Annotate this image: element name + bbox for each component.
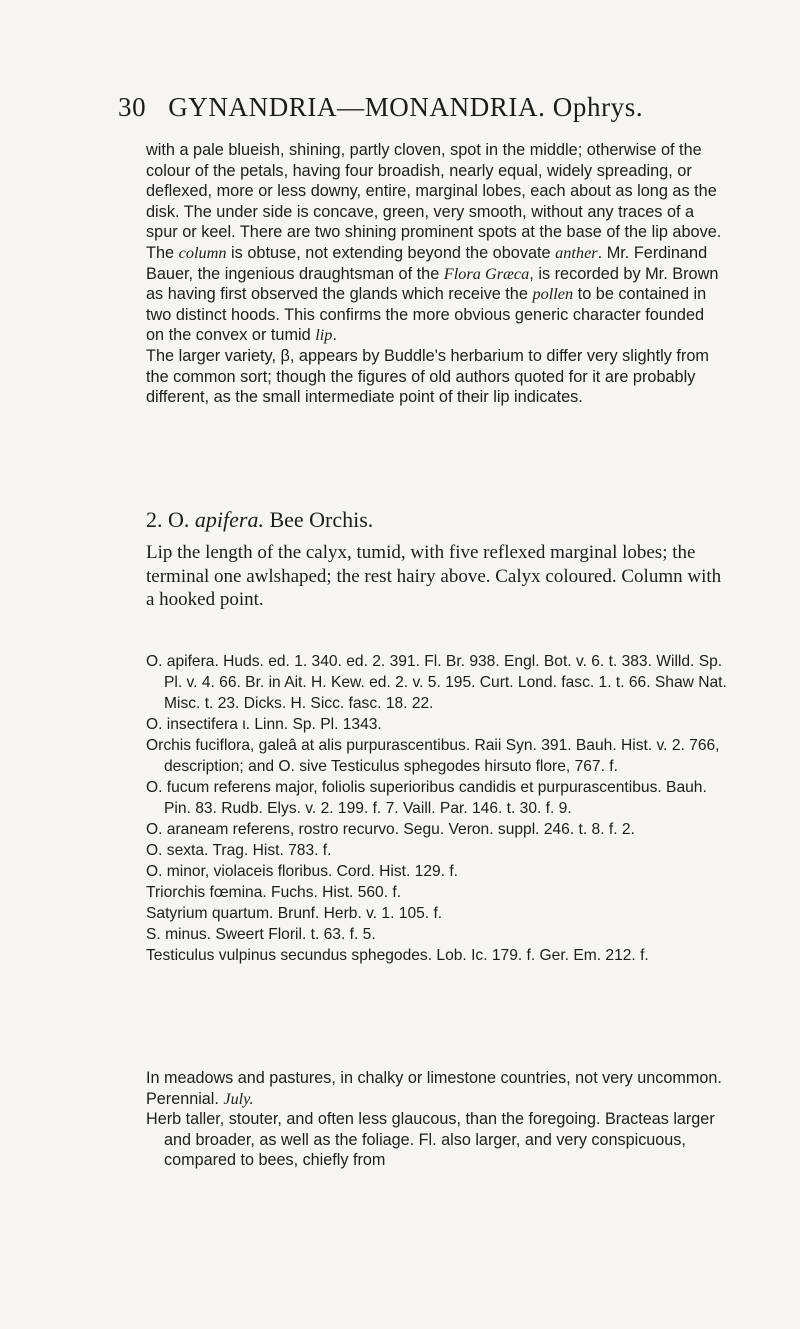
variety-paragraph: The larger variety, β, appears by Buddle's herbarium to differ very slightly from the common sort; though the figures of old authors quoted for it are probably different, as the small intermediate point of their lip indicates. — [146, 346, 709, 407]
diagnosis: Lip the length of the calyx, tumid, with five reflexed marginal lobes; the terminal one awlshaped; the rest hairy above. Calyx coloured. Column with a hooked point. — [146, 542, 722, 610]
duration — [146, 1089, 731, 1110]
intro-paragraph — [146, 140, 726, 408]
synonym-entry: O. araneam referens, rostro recurvo. Segu. Veron. suppl. 246. t. 8. f. 2. — [146, 821, 635, 838]
synonym-entry: Satyrium quartum. Brunf. Herb. v. 1. 105. f. — [146, 905, 443, 922]
term-flora-graeca: Flora Græca — [443, 263, 530, 283]
synonym-list — [146, 651, 731, 966]
species-heading — [146, 507, 373, 533]
term-pollen: pollen — [532, 284, 574, 304]
synonym-entry: O. minor, violaceis floribus. Cord. Hist. 129. f. — [146, 863, 458, 880]
synonym-entry: S. minus. Sweert Floril. t. 63. f. 5. — [146, 926, 376, 943]
intro-text-6: . — [332, 326, 337, 345]
species-name: apifera. — [194, 507, 264, 532]
duration-text: Perennial. — [146, 1089, 219, 1108]
synonym-entry: O. apifera. Huds. ed. 1. 340. ed. 2. 391. Fl. Br. 938. Engl. Bot. v. 6. t. 383. Willd. Sp. Pl. v. 4. 66. Br. in Ait. H. Kew. ed. 2. v. 5. 195. Curt. Lond. fasc. 1. t. 66. Shaw Nat. Misc. t. 23. Dicks. H. Sicc. fasc. 18. 22. — [146, 653, 727, 712]
synonym-entry: O. fucum referens major, foliolis superioribus candidis et purpurascentibus. Bauh. Pin. 83. Rudb. Elys. v. 2. 199. f. 7. Vaill. Par. 146. t. 30. f. 9. — [146, 779, 707, 817]
description: Herb taller, stouter, and often less glaucous, than the foregoing. Bracteas larger and broader, as well as the foliage. Fl. also larger, and very conspicuous, compared to bees, chiefly from — [146, 1110, 715, 1170]
species-number: 2. — [146, 507, 163, 532]
synonym-entry: Testiculus vulpinus secundus sphegodes. Lob. Ic. 179. f. Ger. Em. 212. f. — [146, 947, 649, 964]
synonym-entry: Orchis fuciflora, galeâ at alis purpurascentibus. Raii Syn. 391. Bauh. Hist. v. 2. 766, description; and O. sive Testiculus sphegodes hirsuto flore, 767. f. — [146, 737, 720, 775]
synonym-entry: O. insectifera ι. Linn. Sp. Pl. 1343. — [146, 716, 382, 733]
page-number: 30 — [118, 92, 147, 122]
species-genus: O. — [168, 507, 190, 532]
running-title: GYNANDRIA—MONANDRIA. Ophrys. — [168, 92, 644, 122]
running-header — [118, 92, 643, 123]
intro-text-4: , is recorded by Mr. Brown as having first observed the glands which receive the — [146, 264, 719, 304]
intro-text-3: . Mr. Ferdinand Bauer, the ingenious draughtsman of the — [146, 243, 708, 283]
species-notes — [146, 1068, 731, 1171]
term-column: column — [178, 242, 227, 262]
synonym-entry: O. sexta. Trag. Hist. 783. f. — [146, 842, 332, 859]
species-common-name: Bee Orchis. — [269, 507, 374, 532]
term-lip: lip — [315, 325, 333, 345]
intro-text-1: with a pale blueish, shining, partly cloven, spot in the middle; otherwise of the colour of the petals, having four broadish, nearly equal, widely spreading, or deflexed, more or less downy, entire, marginal lobes, each about as long as the disk. The under side is concave, green, very smooth, without any traces of a spur or keel. There are two shining prominent spots at the base of the lip above. The — [146, 141, 722, 262]
synonym-entry: Triorchis fœmina. Fuchs. Hist. 560. f. — [146, 884, 402, 901]
term-anther: anther — [555, 242, 598, 262]
intro-text-2: is obtuse, not extending beyond the obovate — [226, 243, 556, 262]
habitat: In meadows and pastures, in chalky or limestone countries, not very uncommon. — [146, 1069, 722, 1087]
intro-text-5: to be contained in two distinct hoods. This confirms the more obvious generic character founded on the convex or tumid — [146, 285, 707, 345]
flowering-month: July. — [223, 1089, 254, 1108]
